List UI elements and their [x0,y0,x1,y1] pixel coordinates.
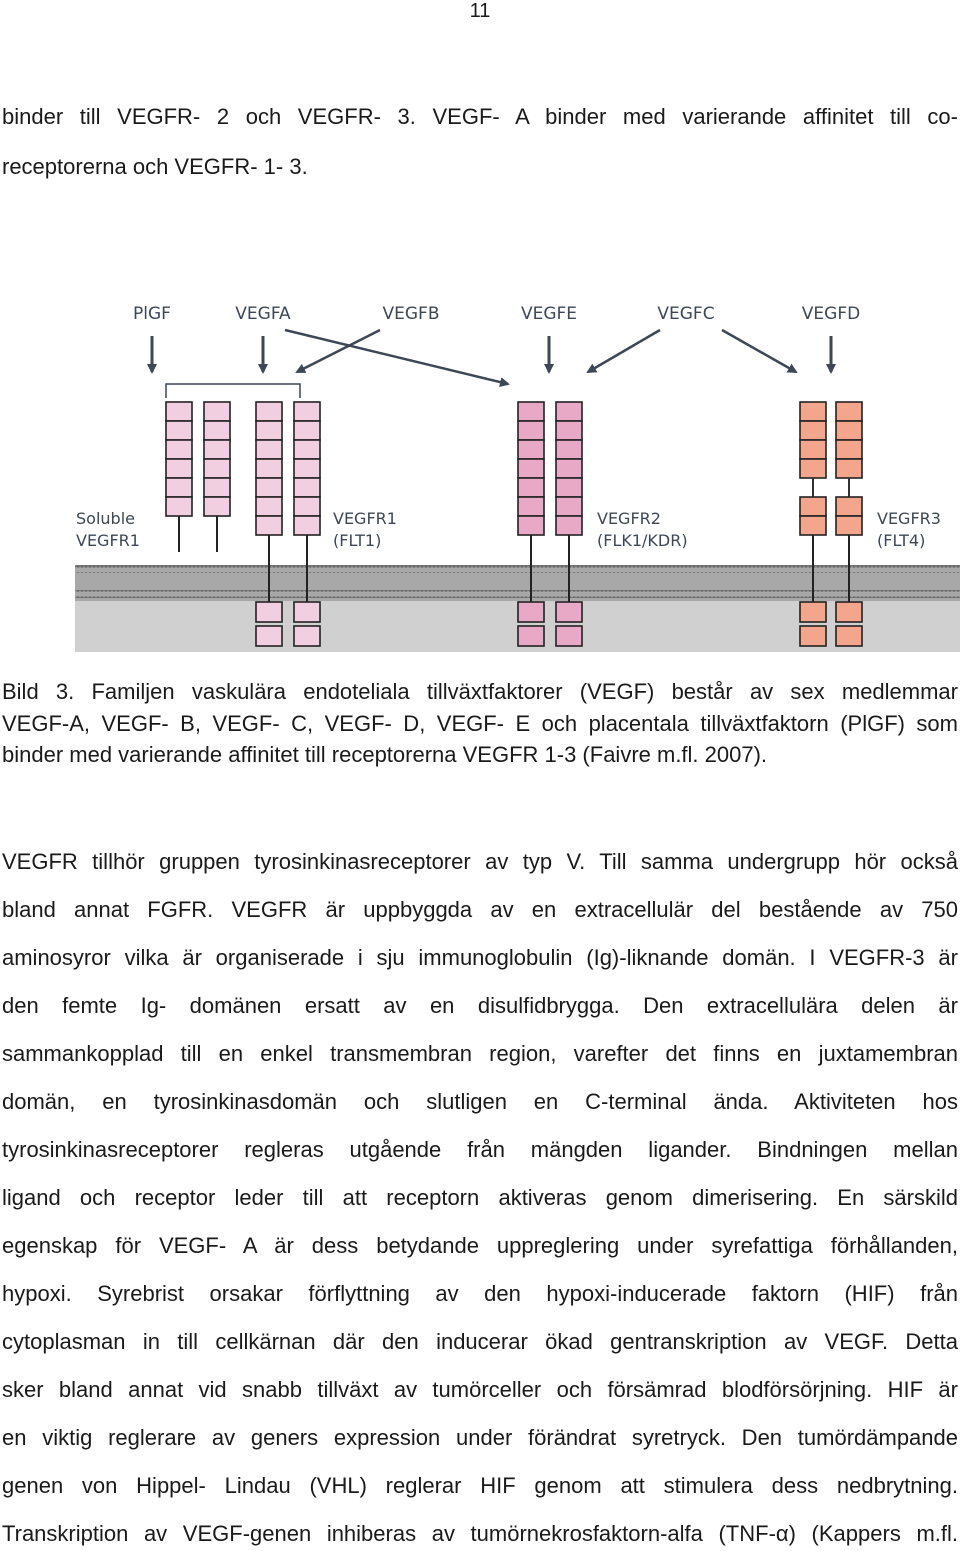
arrow-vegfa-vegfr2 [285,330,508,384]
soluble-vegfr1-ig-domain [166,421,192,440]
ligand-label-vegfc: VEGFC [657,304,715,324]
vegfr1-ig-domain [256,459,282,478]
vegfr3-ig-domain [800,516,826,535]
ligand-label-plgf: PlGF [133,304,171,324]
receptor-label-vegfr3: VEGFR3 (FLT4) [877,509,941,550]
vegfr3-ig-domain [800,402,826,421]
body-text-line: domän, en tyrosinkinasdomän och slutligen en C-terminal ända. Aktiviteten hos [2,1089,958,1114]
vegfr3-kinase-domain [800,626,826,646]
vegfr3-ig-domain [800,440,826,459]
vegfr2-ig-domain [556,440,582,459]
soluble-vegfr1-ig-domain [204,459,230,478]
receptor-label-vegfr2: VEGFR2 (FLK1/KDR) [597,509,688,550]
vegfr2-ig-domain [518,421,544,440]
body-text-line: en viktig reglerare av geners expression under förändrat syretryck. Den tumördämpande [2,1425,958,1450]
figure-caption-line: VEGF-A, VEGF- B, VEGF- C, VEGF- D, VEGF- E och placentala tillväxtfaktorn (PlGF) som [2,711,958,736]
body-text-line: tyrosinkinasreceptorer regleras utgående från mängden ligander. Bindningen mellan [2,1137,958,1162]
vegfr3-kinase-domain [836,602,862,622]
figure-caption-line: binder med varierande affinitet till receptorerna VEGFR 1-3 (Faivre m.fl. 2007). [2,742,768,767]
soluble-vegfr1-ig-domain [204,402,230,421]
soluble-vegfr1-ig-domain [166,459,192,478]
body-text-line: genen von Hippel- Lindau (VHL) reglerar HIF genom att stimulera dess nedbrytning. [2,1473,958,1498]
vegfr2-ig-domain [556,478,582,497]
vegfr1-ig-domain [294,478,320,497]
vegfr3-ig-domain [836,497,862,516]
ligand-label-vegfa: VEGFA [235,304,291,324]
vegfr1-ig-domain [256,478,282,497]
vegfr2-ig-domain [556,497,582,516]
vegfr2-ig-domain [518,516,544,535]
vegfr2-kinase-domain [556,626,582,646]
ligand-bracket [166,384,300,398]
vegfr2-ig-domain [518,478,544,497]
ligand-label-vegfe: VEGFE [520,304,578,324]
vegfr2-ig-domain [556,402,582,421]
ligand-label-vegfb: VEGFB [382,304,440,324]
body-text-line: aminosyror vilka är organiserade i sju immunoglobulin (Ig)-liknande domän. I VEGFR-3 är [2,945,958,970]
vegfr1-kinase-domain [256,602,282,622]
vegfr3-ig-domain [800,459,826,478]
soluble-vegfr1-ig-domain [166,478,192,497]
vegfr2-kinase-domain [518,602,544,622]
vegfr3-ig-domain [800,497,826,516]
figure-caption-line: Bild 3. Familjen vaskulära endoteliala tillväxtfaktorer (VEGF) består av sex medlemmar [2,679,958,704]
vegf-receptor-figure [60,290,960,662]
vegfr3-kinase-domain [800,602,826,622]
vegfr2-ig-domain [556,459,582,478]
vegfr3-ig-domain [836,402,862,421]
vegfr1-ig-domain [294,402,320,421]
vegfr1-ig-domain [256,402,282,421]
arrow-vegfc-vegfr3 [722,330,796,372]
vegfr3-kinase-domain [836,626,862,646]
vegfr1-ig-domain [256,421,282,440]
soluble-vegfr1-ig-domain [166,497,192,516]
receptor-label-soluble-vegfr1: Soluble VEGFR1 [76,509,140,550]
soluble-vegfr1-ig-domain [204,421,230,440]
body-text-line: den femte Ig- domänen ersatt av en disulfidbrygga. Den extracellulära delen är [2,993,958,1018]
soluble-vegfr1-ig-domain [166,402,192,421]
soluble-vegfr1-ig-domain [204,497,230,516]
body-text-line: sammankopplad till en enkel transmembran region, varefter det finns en juxtamembran [2,1041,958,1066]
soluble-vegfr1-ig-domain [166,440,192,459]
vegfr2-ig-domain [518,402,544,421]
vegfr3-ig-domain [836,516,862,535]
body-text-line: bland annat FGFR. VEGFR är uppbyggda av en extracellulär del bestående av 750 [2,897,958,922]
arrow-vegfc-vegfr2 [588,330,660,372]
vegfr2-ig-domain [518,440,544,459]
vegfr2-kinase-domain [518,626,544,646]
vegfr1-ig-domain [294,516,320,535]
vegfr1-ig-domain [294,459,320,478]
ligand-label-vegfd: VEGFD [801,304,861,324]
body-text-line: egenskap för VEGF- A är dess betydande uppreglering under syrefattiga förhållanden, [2,1233,958,1258]
vegfr2-ig-domain [518,497,544,516]
membrane-heads-inner [75,590,960,598]
vegfr3-ig-domain [800,421,826,440]
vegfr1-kinase-domain [294,626,320,646]
vegfr2-ig-domain [518,459,544,478]
intro-text-line: receptorerna och VEGFR- 1- 3. [2,154,308,179]
body-text-line: ligand och receptor leder till att receptorn aktiveras genom dimerisering. En särskild [2,1185,958,1210]
vegfr2-ig-domain [556,421,582,440]
vegfr3-ig-domain [836,421,862,440]
vegfr1-ig-domain [256,440,282,459]
soluble-vegfr1-ig-domain [204,478,230,497]
vegfr3-ig-domain [836,459,862,478]
soluble-vegfr1-ig-domain [204,440,230,459]
membrane-heads-outer [75,565,960,573]
body-text-line: hypoxi. Syrebrist orsakar förflyttning av den hypoxi-inducerade faktorn (HIF) från [2,1281,958,1306]
vegfr2-ig-domain [556,516,582,535]
vegfr1-ig-domain [294,497,320,516]
vegfr1-ig-domain [256,497,282,516]
body-text-line: cytoplasman in till cellkärnan där den inducerar ökad gentranskription av VEGF. Detta [2,1329,958,1354]
body-text-line: Transkription av VEGF-genen inhiberas av tumörnekrosfaktorn-alfa (TNF-α) (Kappers m.fl. [2,1521,958,1546]
body-text-line: VEGFR tillhör gruppen tyrosinkinasreceptorer av typ V. Till samma undergrupp hör också [2,849,958,874]
vegfr1-ig-domain [294,421,320,440]
receptor-label-vegfr1: VEGFR1 (FLT1) [333,509,397,550]
vegfr1-ig-domain [256,516,282,535]
vegfr1-kinase-domain [294,602,320,622]
vegfr1-ig-domain [294,440,320,459]
vegfr1-kinase-domain [256,626,282,646]
intro-text-line: binder till VEGFR- 2 och VEGFR- 3. VEGF- A binder med varierande affinitet till co- [2,104,958,129]
vegfr2-kinase-domain [556,602,582,622]
page-number: 11 [469,0,491,22]
vegfr3-ig-domain [836,440,862,459]
body-text-line: sker bland annat vid snabb tillväxt av tumörceller och försämrad blodförsörjning. HIF är [2,1377,958,1402]
